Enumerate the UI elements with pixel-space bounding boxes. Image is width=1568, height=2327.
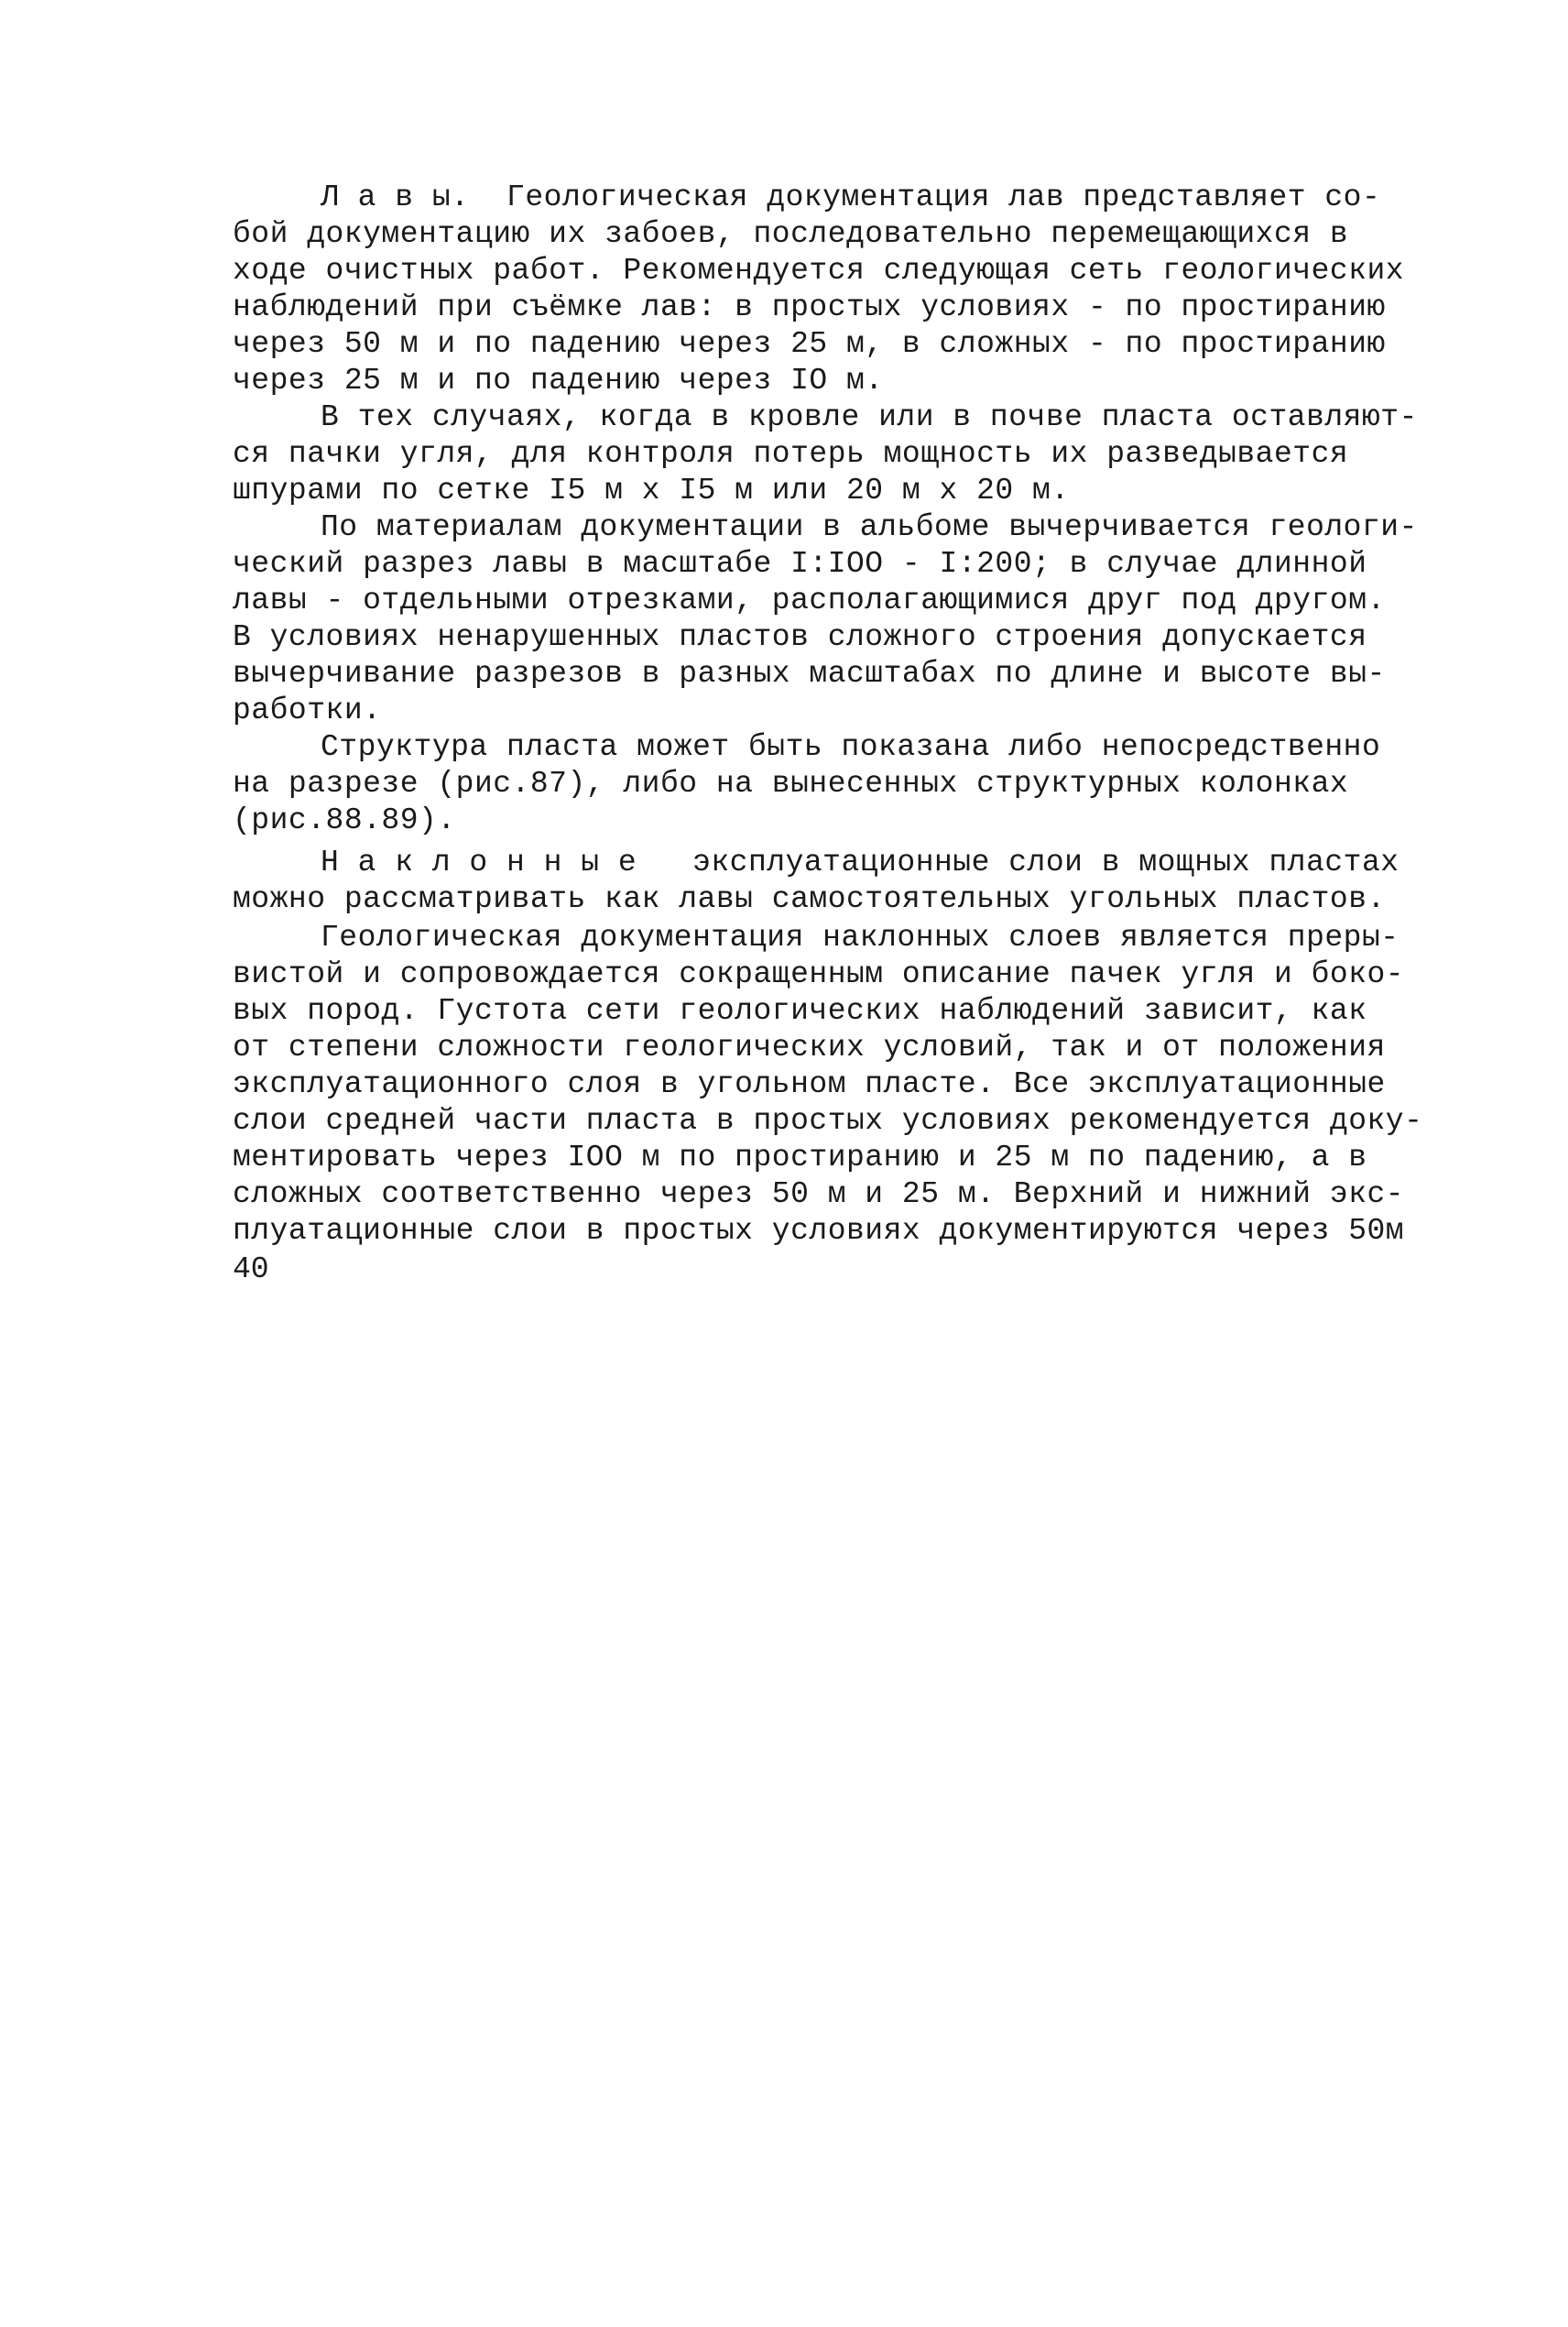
text-line: Структура пласта может быть показана либо непосредственно (321, 730, 1381, 764)
text-line: В тех случаях, когда в кровле или в почве пласта оставляют- (321, 400, 1418, 434)
text-line: Н а к л о н н ы е эксплуатационные слои в мощных пластах (321, 846, 1399, 879)
text-line: В условиях ненарушенных пластов сложного строения допускается (233, 620, 1367, 654)
text-line: через 25 м и по падению через IO м. (233, 364, 884, 398)
text-line: По материалам документации в альбоме вычерчивается геологи- (321, 510, 1418, 544)
text-line: слои средней части пласта в простых условиях рекомендуется доку- (233, 1104, 1423, 1138)
text-line: ческий разрез лавы в масштабе I:IOO - I:200; в случае длинной (233, 547, 1367, 581)
text-line: ментировать через IOO м по простиранию и 25 м по падению, а в (233, 1141, 1367, 1174)
text-line: через 50 м и по падению через 25 м, в сложных - по простиранию (233, 327, 1386, 361)
text-line: работки. (233, 694, 382, 727)
text-line: эксплуатационного слоя в угольном пласте. Все эксплуатационные (233, 1067, 1386, 1101)
text-line: (рис.88.89). (233, 803, 456, 837)
text-line: ходе очистных работ. Рекомендуется следующая сеть геологических (233, 254, 1405, 288)
text-line: лавы - отдельными отрезками, располагающимися друг под другом. (233, 584, 1386, 617)
text-line: от степени сложности геологических условий, так и от положения (233, 1031, 1386, 1065)
text-line: ся пачки угля, для контроля потерь мощность их разведывается (233, 437, 1349, 471)
text-line: сложных соответственно через 50 м и 25 м. Верхний и нижний экс- (233, 1177, 1405, 1211)
text-line: бой документацию их забоев, последовательно перемещающихся в (233, 217, 1349, 251)
text-line: Геологическая документация наклонных слоев является преры- (321, 921, 1399, 955)
text-line: можно рассматривать как лавы самостоятельных угольных пластов. (233, 882, 1386, 916)
text-line: плуатационные слои в простых условиях документируются через 50м (233, 1214, 1405, 1248)
page-number: 40 (233, 1252, 269, 1286)
text-line: вычерчивание разрезов в разных масштабах по длине и высоте вы- (233, 657, 1386, 691)
text-line: на разрезе (рис.87), либо на вынесенных структурных колонках (233, 767, 1349, 801)
text-line: шпурами по сетке I5 м х I5 м или 20 м х 20 м. (233, 474, 1070, 508)
text-line: вых пород. Густота сети геологических наблюдений зависит, как (233, 994, 1367, 1028)
text-line: наблюдений при съёмке лав: в простых условиях - по простиранию (233, 290, 1386, 324)
text-line: Л а в ы. Геологическая документация лав представляет со- (321, 180, 1381, 214)
text-line: вистой и сопровождается сокращенным описание пачек угля и боко- (233, 957, 1405, 991)
